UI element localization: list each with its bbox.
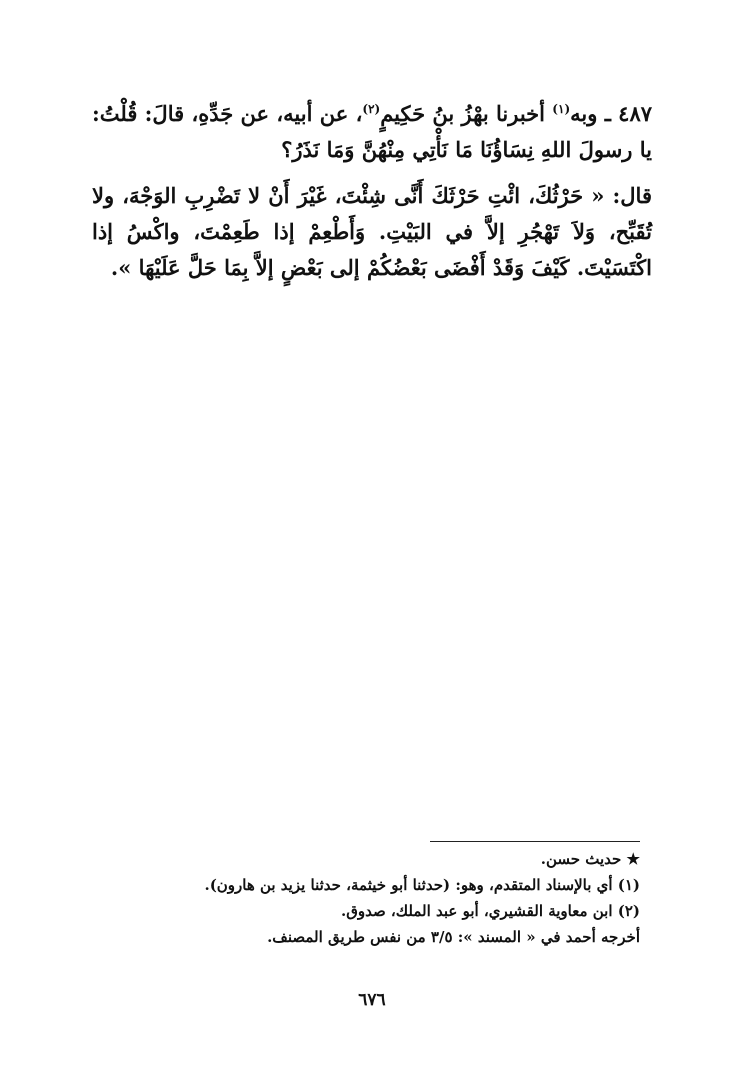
isnad-part-3: ، عن أبيه، عن جَدِّهِ، قالَ: قُلْتُ: يا رسولَ اللهِ نِسَاؤُنَا مَا نَأْتِي مِنْهُنَّ وَمَا نَذَرُ؟ — [92, 101, 652, 162]
footnote-marker-1: (١) — [552, 102, 571, 116]
page-number: ٦٧٦ — [358, 990, 386, 1010]
hadith-number: ٤٨٧ ـ — [604, 101, 653, 126]
footnote-1: (١) أي بالإسناد المتقدم، وهو: (حدثنا أبو خيثمة، حدثنا يزيد بن هارون). — [204, 876, 640, 894]
footnote-takhrij: أخرجه أحمد في « المسند »: ٣/٥ من نفس طريق المصنف. — [267, 928, 640, 946]
hadith-isnad — [92, 96, 652, 168]
isnad-part-2: أخبرنا بهْزُ بنُ حَكِيمٍ — [380, 101, 553, 126]
footnotes-block — [100, 846, 640, 950]
footnote-marker-2: (٢) — [362, 102, 381, 116]
footnote-2: (٢) ابن معاوية القشيري، أبو عبد الملك، صدوق. — [341, 902, 640, 920]
hadith-text-block — [92, 96, 652, 286]
footnote-grade: ★ حديث حسن. — [540, 850, 640, 868]
isnad-part-1: وبه — [570, 101, 605, 126]
footnote-divider — [430, 841, 640, 842]
hadith-matn: قال: « حَرْثُكَ، ائْتِ حَرْثَكَ أَنَّى شِئْتَ، غَيْرَ أَنْ لا تَضْرِبِ الوَجْهَ، ولا تُقَبِّح، وَلاَ تَهْجُرِ إلاَّ في البَيْتِ. وَأَطْعِمْ إذا طَعِمْتَ، واكْسُ إذا اكْتَسَيْتَ. كَيْفَ وَقَدْ أَفْضَى بَعْضُكُمْ إلى بَعْضٍ إلاَّ بِمَا حَلَّ عَلَيْهَا ». — [92, 183, 652, 280]
